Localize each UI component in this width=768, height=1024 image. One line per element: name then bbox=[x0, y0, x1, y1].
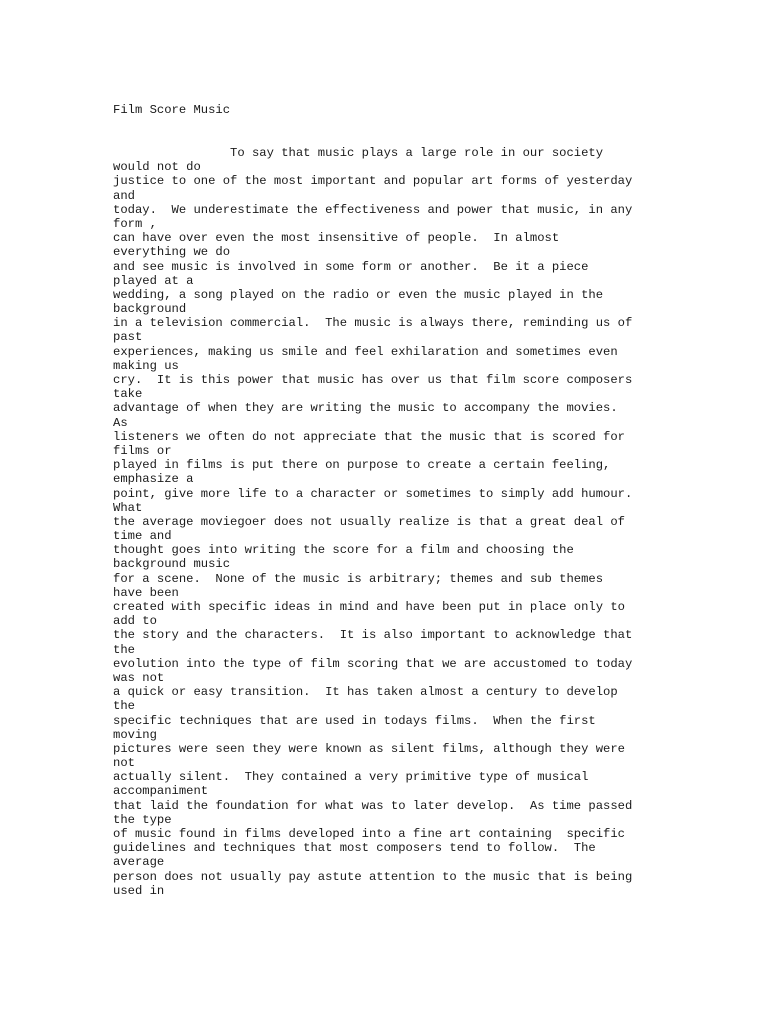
body-text-line: played in films is put there on purpose to create a certain feeling, bbox=[113, 458, 611, 473]
body-text-line: take bbox=[113, 387, 143, 402]
body-text-line: would not do bbox=[113, 160, 201, 175]
body-text-line: moving bbox=[113, 727, 157, 742]
body-text-line: films or bbox=[113, 443, 172, 458]
body-text-line: of music found in films developed into a fine art containing specific bbox=[113, 827, 625, 841]
body-text-line: and bbox=[113, 188, 135, 203]
body-text-line: form , bbox=[113, 216, 157, 231]
body-text-line: What bbox=[113, 500, 143, 515]
body-text-line: point, give more life to a character or sometimes to simply add humour. bbox=[113, 486, 633, 501]
body-text-line: listeners we often do not appreciate that the music that is scored for bbox=[113, 429, 625, 444]
body-text-line: not bbox=[113, 756, 135, 771]
body-text-line: justice to one of the most important and popular art forms of yesterday bbox=[113, 174, 633, 189]
body-text-line: time and bbox=[113, 529, 172, 544]
body-text-line: actually silent. They contained a very primitive type of musical bbox=[113, 770, 589, 785]
body-text-line: wedding, a song played on the radio or even the music played in the bbox=[113, 287, 604, 302]
body-text-line: created with specific ideas in mind and have been put in place only to bbox=[113, 600, 625, 614]
body-text-line: guidelines and techniques that most composers tend to follow. The bbox=[113, 841, 596, 856]
body-text-line: for a scene. None of the music is arbitrary; themes and sub themes bbox=[113, 571, 604, 586]
body-text-line: have been bbox=[113, 585, 179, 600]
document-body bbox=[113, 146, 673, 898]
body-text-line: background bbox=[113, 302, 187, 317]
body-text-line: evolution into the type of film scoring that we are accustomed to today bbox=[113, 656, 633, 671]
body-text-line: cry. It is this power that music has over us that film score composers bbox=[113, 373, 633, 387]
body-text-line: was not bbox=[113, 670, 165, 685]
body-text-line: the bbox=[113, 642, 135, 657]
body-text-line: average bbox=[113, 855, 165, 870]
body-text-line: used in bbox=[113, 883, 165, 898]
body-text-line: the story and the characters. It is also important to acknowledge that bbox=[113, 628, 633, 643]
body-text-line: everything we do bbox=[113, 245, 231, 260]
body-text-line: thought goes into writing the score for a film and choosing the bbox=[113, 543, 574, 558]
body-text-line: a quick or easy transition. It has taken almost a century to develop bbox=[113, 685, 618, 700]
body-text-line: today. We underestimate the effectiveness and power that music, in any bbox=[113, 202, 633, 217]
body-text-line: advantage of when they are writing the music to accompany the movies. bbox=[113, 401, 618, 416]
body-text-line: As bbox=[113, 415, 128, 430]
body-text-line: emphasize a bbox=[113, 472, 194, 487]
body-text-line: past bbox=[113, 330, 143, 345]
body-text-line: To say that music plays a large role in our society bbox=[113, 146, 604, 160]
body-text-line: add to bbox=[113, 614, 157, 629]
body-text-line: making us bbox=[113, 358, 179, 373]
body-text-line: pictures were seen they were known as silent films, although they were bbox=[113, 741, 625, 756]
body-text-line: experiences, making us smile and feel exhilaration and sometimes even bbox=[113, 344, 618, 359]
body-text-line: background music bbox=[113, 557, 231, 572]
body-text-line: specific techniques that are used in todays films. When the first bbox=[113, 713, 596, 728]
body-text-line: that laid the foundation for what was to later develop. As time passed bbox=[113, 798, 633, 813]
document-title: Film Score Music bbox=[113, 103, 231, 117]
body-text-line: person does not usually pay astute attention to the music that is being bbox=[113, 869, 633, 884]
body-text-line: played at a bbox=[113, 273, 194, 288]
body-text-line: and see music is involved in some form or another. Be it a piece bbox=[113, 259, 589, 274]
body-text-line: accompaniment bbox=[113, 784, 209, 799]
body-text-line: the average moviegoer does not usually realize is that a great deal of bbox=[113, 514, 625, 529]
body-text-line: the type bbox=[113, 812, 172, 827]
body-text-line: can have over even the most insensitive of people. In almost bbox=[113, 231, 560, 246]
body-text-line: in a television commercial. The music is always there, reminding us of bbox=[113, 316, 633, 331]
body-text-line: the bbox=[113, 699, 135, 714]
